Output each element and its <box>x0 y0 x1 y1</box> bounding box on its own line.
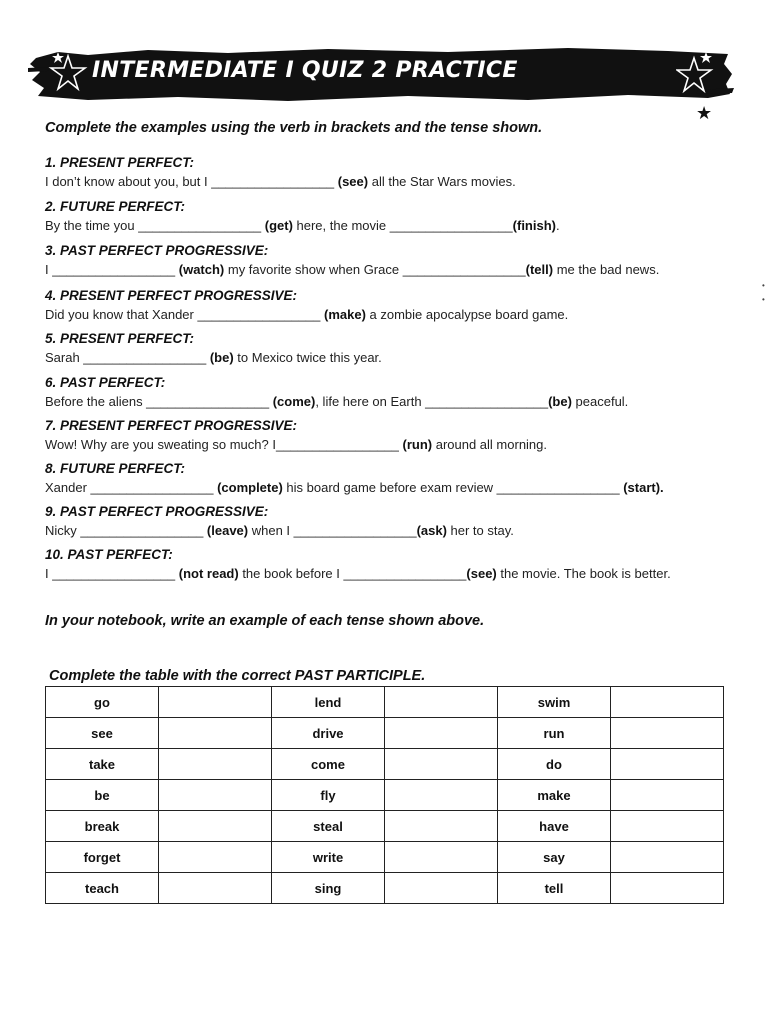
sentence-fragment: Sarah _________________ <box>45 350 210 365</box>
question-heading: 9. PAST PERFECT PROGRESSIVE: <box>45 504 269 519</box>
question-heading: 3. PAST PERFECT PROGRESSIVE: <box>45 243 269 258</box>
answer-cell[interactable] <box>159 780 272 811</box>
verb-hint: (get) <box>264 218 293 233</box>
verb-hint: (watch) <box>178 262 225 277</box>
main-instruction: Complete the examples using the verb in brackets and the tense shown. <box>45 120 543 136</box>
star-icon: ★ <box>696 103 713 123</box>
past-participle-table <box>45 686 724 904</box>
sentence-fragment: Before the aliens _________________ <box>45 394 273 409</box>
verb-cell: write <box>272 842 385 873</box>
sentence-fragment: when I _________________ <box>248 523 417 538</box>
question-heading: 10. PAST PERFECT: <box>45 547 173 562</box>
answer-cell[interactable] <box>611 780 724 811</box>
verb-cell: swim <box>498 687 611 718</box>
star-icon <box>48 52 88 96</box>
question-sentence <box>45 394 628 409</box>
verb-cell: steal <box>272 811 385 842</box>
answer-cell[interactable] <box>611 873 724 904</box>
sentence-fragment: Wow! Why are you sweating so much? I_________________ <box>45 437 403 452</box>
verb-cell: lend <box>272 687 385 718</box>
table-row <box>46 687 724 718</box>
table-row <box>46 842 724 873</box>
sentence-fragment: my favorite show when Grace _________________ <box>224 262 526 277</box>
verb-cell: break <box>46 811 159 842</box>
verb-hint: (run) <box>402 437 433 452</box>
sentence-fragment: I _________________ <box>45 262 179 277</box>
answer-cell[interactable] <box>159 718 272 749</box>
sentence-fragment: his board game before exam review _________________ <box>282 480 624 495</box>
sentence-fragment: her to stay. <box>446 523 514 538</box>
sentence-fragment: Xander _________________ <box>45 480 218 495</box>
verb-hint: (see) <box>337 174 369 189</box>
verb-hint: (be) <box>548 394 572 409</box>
sentence-fragment: here, the movie _________________ <box>292 218 513 233</box>
verb-hint: (ask) <box>416 523 447 538</box>
answer-cell[interactable] <box>159 749 272 780</box>
star-icon <box>676 52 716 96</box>
verb-hint: (tell) <box>525 262 554 277</box>
verb-cell: do <box>498 749 611 780</box>
sentence-fragment: I _________________ <box>45 566 179 581</box>
edge-mark: • <box>762 295 765 304</box>
page-title: INTERMEDIATE I QUIZ 2 PRACTICE <box>92 58 518 83</box>
sentence-fragment: I don’t know about you, but I _________________ <box>45 174 338 189</box>
verb-cell: fly <box>272 780 385 811</box>
verb-cell: drive <box>272 718 385 749</box>
verb-cell: come <box>272 749 385 780</box>
sentence-fragment: all the Star Wars movies. <box>368 174 516 189</box>
question-heading: 4. PRESENT PERFECT PROGRESSIVE: <box>45 288 298 303</box>
verb-hint: (leave) <box>206 523 249 538</box>
verb-cell: be <box>46 780 159 811</box>
answer-cell[interactable] <box>385 873 498 904</box>
answer-cell[interactable] <box>611 811 724 842</box>
table-row <box>46 811 724 842</box>
question-sentence <box>45 218 560 233</box>
question-sentence <box>45 307 568 322</box>
answer-cell[interactable] <box>159 873 272 904</box>
verb-hint: (finish) <box>512 218 556 233</box>
verb-hint: (start). <box>623 480 664 495</box>
sentence-fragment: around all morning. <box>432 437 548 452</box>
sentence-fragment: the book before I _________________ <box>238 566 467 581</box>
question-sentence <box>45 262 659 277</box>
verb-cell: see <box>46 718 159 749</box>
sentence-fragment: Nicky _________________ <box>45 523 207 538</box>
answer-cell[interactable] <box>159 687 272 718</box>
answer-cell[interactable] <box>385 780 498 811</box>
question-heading: 8. FUTURE PERFECT: <box>45 461 186 476</box>
sentence-fragment: , life here on Earth _________________ <box>315 394 549 409</box>
verb-hint: (be) <box>209 350 234 365</box>
sentence-fragment: a zombie apocalypse board game. <box>365 307 569 322</box>
sentence-fragment: the movie. The book is better. <box>496 566 671 581</box>
answer-cell[interactable] <box>385 749 498 780</box>
answer-cell[interactable] <box>611 687 724 718</box>
answer-cell[interactable] <box>385 842 498 873</box>
answer-cell[interactable] <box>611 749 724 780</box>
answer-cell[interactable] <box>385 718 498 749</box>
verb-hint: (complete) <box>217 480 283 495</box>
question-heading: 5. PRESENT PERFECT: <box>45 331 195 346</box>
sentence-fragment: to Mexico twice this year. <box>233 350 382 365</box>
question-sentence <box>45 437 547 452</box>
question-sentence <box>45 480 664 495</box>
notebook-instruction: In your notebook, write an example of each tense shown above. <box>45 613 485 629</box>
verb-cell: have <box>498 811 611 842</box>
question-sentence <box>45 523 514 538</box>
answer-cell[interactable] <box>159 811 272 842</box>
verb-cell: say <box>498 842 611 873</box>
verb-cell: teach <box>46 873 159 904</box>
verb-hint: (not read) <box>178 566 239 581</box>
table-row <box>46 780 724 811</box>
answer-cell[interactable] <box>611 718 724 749</box>
question-sentence <box>45 566 671 581</box>
question-heading: 7. PRESENT PERFECT PROGRESSIVE: <box>45 418 298 433</box>
table-row <box>46 749 724 780</box>
verb-cell: run <box>498 718 611 749</box>
verb-cell: tell <box>498 873 611 904</box>
verb-cell: go <box>46 687 159 718</box>
question-heading: 2. FUTURE PERFECT: <box>45 199 186 214</box>
question-sentence <box>45 350 382 365</box>
table-instruction: Complete the table with the correct PAST PARTICIPLE. <box>49 668 426 684</box>
answer-cell[interactable] <box>385 811 498 842</box>
verb-cell: make <box>498 780 611 811</box>
sentence-fragment: me the bad news. <box>553 262 660 277</box>
verb-hint: (come) <box>272 394 316 409</box>
sentence-fragment: . <box>555 218 560 233</box>
sentence-fragment: By the time you _________________ <box>45 218 265 233</box>
table-row <box>46 718 724 749</box>
answer-cell[interactable] <box>385 687 498 718</box>
table-row <box>46 873 724 904</box>
answer-cell[interactable] <box>611 842 724 873</box>
verb-cell: take <box>46 749 159 780</box>
answer-cell[interactable] <box>159 842 272 873</box>
question-heading: 6. PAST PERFECT: <box>45 375 166 390</box>
verb-hint: (see) <box>466 566 497 581</box>
question-heading: 1. PRESENT PERFECT: <box>45 155 195 170</box>
question-sentence <box>45 174 516 189</box>
sentence-fragment: peaceful. <box>571 394 629 409</box>
edge-mark: • <box>762 281 765 290</box>
sentence-fragment: Did you know that Xander _________________ <box>45 307 324 322</box>
verb-hint: (make) <box>324 307 366 322</box>
verb-cell: sing <box>272 873 385 904</box>
verb-cell: forget <box>46 842 159 873</box>
